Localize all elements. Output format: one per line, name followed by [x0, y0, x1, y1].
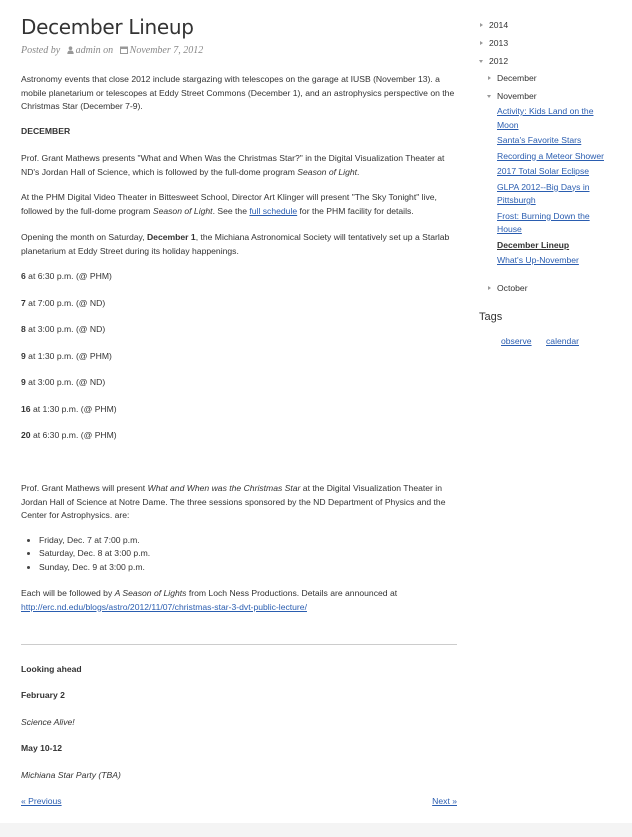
schedule-item: [21, 297, 457, 311]
chevron-right-icon: [480, 41, 483, 45]
text: Each will be followed by: [21, 588, 115, 598]
list-item: Friday, Dec. 7 at 7:00 p.m.: [21, 534, 150, 547]
schedule-day: 7: [21, 298, 26, 308]
archive-year-2012[interactable]: [479, 56, 508, 66]
tags-heading: Tags: [479, 311, 503, 323]
post-link[interactable]: Santa's Favorite Stars: [497, 135, 582, 145]
post-link[interactable]: Recording a Meteor Shower: [497, 150, 604, 161]
month-label: November: [497, 91, 537, 101]
paragraph-starlab: [21, 231, 457, 258]
chevron-right-icon: [480, 23, 483, 27]
paragraph-mathews: [21, 482, 457, 523]
schedule-item: [21, 323, 457, 337]
session-list: [21, 534, 150, 574]
text: at the Digital Visualization Theater in Jordan Hall of Science at Notre Dame. The three sessions sponsored by the ND Department of Physics and the Center for Astrophysics. are:: [21, 483, 446, 520]
chevron-down-icon: [479, 60, 483, 63]
schedule-time: at 6:30 p.m. (@ PHM): [30, 430, 117, 440]
schedule-item: [21, 270, 457, 284]
year-label: 2012: [489, 56, 509, 66]
schedule-day: 6: [21, 271, 26, 281]
post-link[interactable]: 2017 Total Solar Eclipse: [497, 166, 590, 176]
text: , the Michiana Astronomical Society will tentatively set up a Starlab planetarium at Eddy Street during its holiday happenings.: [21, 232, 450, 256]
ahead-date: May 10-12: [21, 743, 63, 753]
schedule-day: 9: [21, 351, 26, 361]
list-item: [497, 165, 607, 179]
chevron-down-icon: [487, 95, 491, 98]
list-item: [497, 210, 607, 237]
schedule-day: 20: [21, 430, 31, 440]
text: Prof. Grant Mathews presents "What and When Was the Christmas Star?" in the Digital Visualization Theater at ND's Jordan Hall of Science, which is followed by the full-dome program: [21, 153, 445, 177]
year-label: 2014: [489, 20, 509, 30]
ahead-date: February 2: [21, 690, 65, 700]
month-label: December: [497, 73, 537, 83]
program-name: A Season of Lights: [114, 588, 187, 598]
schedule-day: 9: [21, 377, 26, 387]
list-item: [497, 105, 607, 132]
list-item: [497, 150, 607, 164]
posted-by-label: Posted by: [21, 45, 61, 56]
schedule-day: 8: [21, 324, 26, 334]
archive-month-december[interactable]: [488, 73, 537, 83]
schedule-time: at 3:00 p.m. (@ ND): [25, 324, 106, 334]
page-footer: [0, 823, 632, 837]
full-schedule-link[interactable]: full schedule: [249, 205, 298, 216]
list-item: Sunday, Dec. 9 at 3:00 p.m.: [21, 561, 150, 574]
schedule-time: at 1:30 p.m. (@ PHM): [25, 351, 112, 361]
ahead-event: Michiana Star Party (TBA): [21, 770, 121, 780]
intro-paragraph: Astronomy events that close 2012 include stargazing with telescopes on the garage at IUSB (November 13). a mobile planetarium or telescopes at Eddy Street Commons (December 1), and an astrophysics perspective on the Christmas Star (December 7-9).: [21, 74, 455, 111]
nav-next: [432, 796, 457, 806]
on-label: on: [103, 45, 114, 56]
archive-month-november[interactable]: [487, 91, 537, 101]
schedule-time: at 7:00 p.m. (@ ND): [25, 298, 106, 308]
schedule-time: at 1:30 p.m. (@ PHM): [30, 404, 117, 414]
program-name: What and When was the Christmas Star: [147, 483, 301, 493]
program-name: Season of Light: [152, 205, 213, 216]
tag-calendar[interactable]: calendar: [546, 336, 579, 346]
tag-observe[interactable]: observe: [501, 336, 532, 346]
list-item: [497, 254, 607, 268]
post-date: November 7, 2012: [129, 45, 204, 56]
schedule-day: 16: [21, 404, 31, 414]
schedule-item: [21, 350, 457, 364]
chevron-right-icon: [488, 286, 491, 290]
post-link[interactable]: What's Up-November: [497, 255, 579, 265]
november-post-list: [497, 105, 607, 270]
schedule-time: at 3:00 p.m. (@ ND): [25, 377, 106, 387]
paragraph-phm: [21, 191, 457, 218]
date-bold: December 1: [146, 232, 196, 242]
nav-previous: [21, 796, 62, 806]
post-link[interactable]: Activity: Kids Land on the Moon: [497, 106, 594, 130]
next-link[interactable]: Next »: [432, 796, 457, 806]
year-label: 2013: [489, 38, 509, 48]
text: . See the: [212, 205, 250, 216]
schedule-time: at 6:30 p.m. (@ PHM): [25, 271, 112, 281]
list-item: Saturday, Dec. 8 at 3:00 p.m.: [21, 547, 150, 560]
schedule-item: [21, 376, 457, 390]
paragraph-loch-ness: [21, 587, 457, 614]
chevron-right-icon: [488, 76, 491, 80]
current-post-link[interactable]: December Lineup: [497, 239, 570, 250]
ahead-event: Science Alive!: [21, 717, 75, 727]
calendar-icon: [120, 46, 128, 54]
text: from Loch Ness Productions. Details are announced at: [186, 588, 398, 598]
post-meta: [21, 45, 203, 56]
text: .: [357, 166, 360, 177]
schedule-item: [21, 403, 457, 417]
user-icon: [67, 46, 74, 54]
section-heading: DECEMBER: [21, 126, 71, 136]
page-title: December Lineup: [21, 15, 194, 39]
divider: [21, 644, 457, 645]
program-name: Season of Light: [297, 166, 358, 177]
author-link[interactable]: admin: [75, 45, 101, 56]
month-label: October: [497, 283, 528, 293]
list-item: [497, 181, 607, 208]
text: At the PHM Digital Video Theater in Bittesweet School, Director Art Klinger will present "The Sky Tonight" live, followed by the full-dome program: [21, 192, 437, 216]
looking-ahead-heading: Looking ahead: [21, 664, 82, 674]
schedule-item: [21, 429, 457, 443]
archive-month-october[interactable]: [488, 283, 528, 293]
archive-year-2014[interactable]: [480, 20, 508, 30]
archive-year-2013[interactable]: [480, 38, 508, 48]
text: Prof. Grant Mathews will present: [21, 483, 148, 493]
previous-link[interactable]: « Previous: [21, 796, 62, 806]
paragraph-christmas-star: [21, 152, 457, 179]
details-link[interactable]: http://erc.nd.edu/blogs/astro/2012/11/07/christmas-star-3-dvt-public-lecture/: [21, 601, 307, 612]
post-link[interactable]: Frost: Burning Down the House: [497, 210, 590, 234]
text: Opening the month on Saturday,: [21, 232, 147, 242]
text: for the PHM facility for details.: [297, 205, 414, 216]
list-item: [497, 134, 607, 148]
post-link[interactable]: GLPA 2012--Big Days in Pittsburgh: [497, 181, 590, 205]
list-item: [497, 239, 607, 253]
